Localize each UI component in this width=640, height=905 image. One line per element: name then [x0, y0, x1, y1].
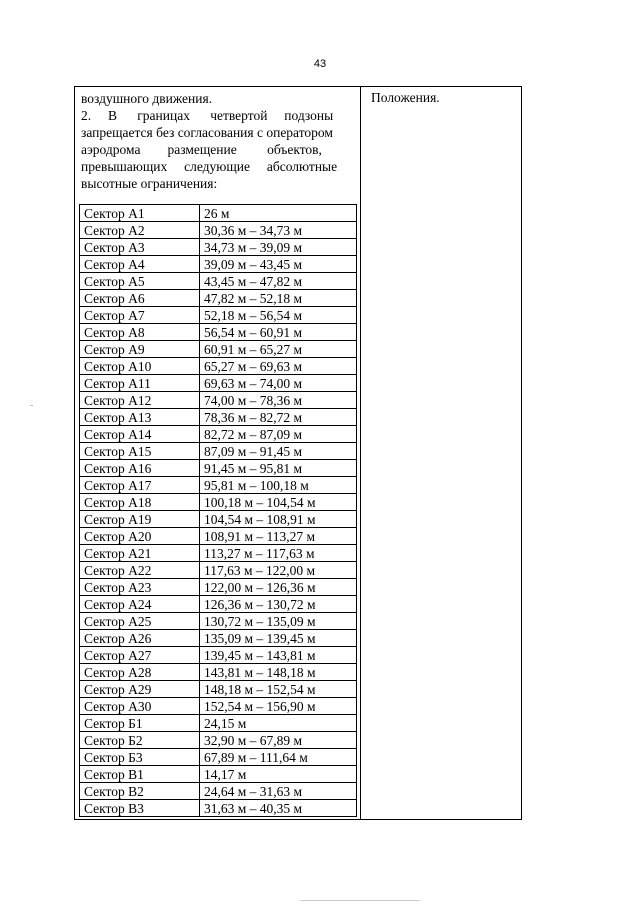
sector-name: Сектор А20: [80, 528, 200, 545]
sector-height: 130,72 м – 135,09 м: [200, 613, 357, 630]
sector-height: 143,81 м – 148,18 м: [200, 664, 357, 681]
sector-height: 24,15 м: [200, 715, 357, 732]
table-row: [80, 477, 357, 494]
sector-height: 31,63 м – 40,35 м: [200, 800, 357, 817]
sector-height: 60,91 м – 65,27 м: [200, 341, 357, 358]
scan-mark: [300, 900, 420, 901]
text-line: запрещается без согласования с оператором: [81, 125, 333, 140]
sector-name: Сектор А15: [80, 443, 200, 460]
sector-name: Сектор Б3: [80, 749, 200, 766]
sector-height: 152,54 м – 156,90 м: [200, 698, 357, 715]
sector-name: Сектор А4: [80, 256, 200, 273]
sector-name: Сектор Б2: [80, 732, 200, 749]
sector-name: Сектор А26: [80, 630, 200, 647]
table-row: [80, 324, 357, 341]
table-row: [80, 562, 357, 579]
sector-name: Сектор А16: [80, 460, 200, 477]
sector-name: Сектор А27: [80, 647, 200, 664]
sector-height: 82,72 м – 87,09 м: [200, 426, 357, 443]
sector-name: Сектор А21: [80, 545, 200, 562]
table-row: [80, 528, 357, 545]
sector-height: 67,89 м – 111,64 м: [200, 749, 357, 766]
table-row: [80, 613, 357, 630]
sector-name: Сектор В3: [80, 800, 200, 817]
sector-height: 69,63 м – 74,00 м: [200, 375, 357, 392]
table-row: [80, 681, 357, 698]
sector-name: Сектор А22: [80, 562, 200, 579]
sector-name: Сектор А2: [80, 222, 200, 239]
sector-height: 39,09 м – 43,45 м: [200, 256, 357, 273]
sector-height: 26 м: [200, 205, 357, 222]
sector-name: Сектор А7: [80, 307, 200, 324]
table-row: [80, 715, 357, 732]
right-column-text: Положения.: [371, 90, 440, 105]
sector-name: Сектор А28: [80, 664, 200, 681]
table-row: [80, 800, 357, 817]
table-row: [80, 494, 357, 511]
sector-name: Сектор А14: [80, 426, 200, 443]
table-row: [80, 783, 357, 800]
table-row: [80, 732, 357, 749]
sector-height: 30,36 м – 34,73 м: [200, 222, 357, 239]
sector-height: 113,27 м – 117,63 м: [200, 545, 357, 562]
sector-name: Сектор В2: [80, 783, 200, 800]
sector-height: 117,63 м – 122,00 м: [200, 562, 357, 579]
sector-name: Сектор А12: [80, 392, 200, 409]
table-row: [80, 222, 357, 239]
scan-mark: [30, 405, 33, 406]
sector-height: 95,81 м – 100,18 м: [200, 477, 357, 494]
table-row: [80, 664, 357, 681]
sector-height: 126,36 м – 130,72 м: [200, 596, 357, 613]
sector-name: Сектор В1: [80, 766, 200, 783]
table-row: [80, 392, 357, 409]
table-row: [80, 749, 357, 766]
text-line: превышающих следующие абсолютные: [81, 159, 338, 174]
sector-height: 24,64 м – 31,63 м: [200, 783, 357, 800]
sector-height: 148,18 м – 152,54 м: [200, 681, 357, 698]
sector-height: 32,90 м – 67,89 м: [200, 732, 357, 749]
text-line: воздушного движения.: [81, 91, 213, 106]
sector-name: Сектор А23: [80, 579, 200, 596]
regulation-text: [81, 90, 354, 192]
sector-name: Сектор А18: [80, 494, 200, 511]
sector-name: Сектор А24: [80, 596, 200, 613]
table-row: [80, 511, 357, 528]
sector-name: Сектор А3: [80, 239, 200, 256]
sector-height: 108,91 м – 113,27 м: [200, 528, 357, 545]
sector-height: 139,45 м – 143,81 м: [200, 647, 357, 664]
table-row: [80, 630, 357, 647]
sector-name: Сектор А1: [80, 205, 200, 222]
sector-name: Сектор А30: [80, 698, 200, 715]
table-row: [80, 409, 357, 426]
table-row: [80, 273, 357, 290]
table-row: [80, 647, 357, 664]
table-row: [80, 307, 357, 324]
sector-height: 34,73 м – 39,09 м: [200, 239, 357, 256]
document-table: [74, 86, 522, 820]
table-row: [80, 443, 357, 460]
sector-name: Сектор А19: [80, 511, 200, 528]
sector-name: Сектор А9: [80, 341, 200, 358]
sector-name: Сектор Б1: [80, 715, 200, 732]
table-row: [80, 205, 357, 222]
sector-height: 87,09 м – 91,45 м: [200, 443, 357, 460]
table-row: [80, 290, 357, 307]
sector-name: Сектор А5: [80, 273, 200, 290]
sector-name: Сектор А17: [80, 477, 200, 494]
sector-height: 122,00 м – 126,36 м: [200, 579, 357, 596]
text-line: аэродрома размещение объектов,: [81, 142, 322, 157]
table-row: [80, 460, 357, 477]
table-row: [80, 239, 357, 256]
sector-name: Сектор А13: [80, 409, 200, 426]
sector-height: 43,45 м – 47,82 м: [200, 273, 357, 290]
text-line: 2. В границах четвертой подзоны: [81, 108, 334, 123]
text-line: высотные ограничения:: [81, 176, 218, 191]
sector-height: 52,18 м – 56,54 м: [200, 307, 357, 324]
sector-name: Сектор А8: [80, 324, 200, 341]
sector-height: 65,27 м – 69,63 м: [200, 358, 357, 375]
table-row: [80, 375, 357, 392]
table-row: [80, 698, 357, 715]
sector-height: 74,00 м – 78,36 м: [200, 392, 357, 409]
sector-height: 91,45 м – 95,81 м: [200, 460, 357, 477]
sector-height: 14,17 м: [200, 766, 357, 783]
table-row: [80, 341, 357, 358]
page-number: 43: [313, 58, 327, 70]
sector-name: Сектор А29: [80, 681, 200, 698]
sector-height: 104,54 м – 108,91 м: [200, 511, 357, 528]
table-row: [80, 358, 357, 375]
sector-name: Сектор А10: [80, 358, 200, 375]
table-row: [80, 579, 357, 596]
table-row: [80, 766, 357, 783]
sector-name: Сектор А11: [80, 375, 200, 392]
sector-name: Сектор А6: [80, 290, 200, 307]
table-row: [80, 256, 357, 273]
sector-height: 100,18 м – 104,54 м: [200, 494, 357, 511]
table-row: [80, 545, 357, 562]
sector-height: 78,36 м – 82,72 м: [200, 409, 357, 426]
sector-height: 56,54 м – 60,91 м: [200, 324, 357, 341]
sector-height-table: [79, 204, 357, 817]
table-row: [80, 426, 357, 443]
table-row: [80, 596, 357, 613]
column-divider: [360, 87, 361, 819]
sector-height: 135,09 м – 139,45 м: [200, 630, 357, 647]
sector-name: Сектор А25: [80, 613, 200, 630]
sector-height: 47,82 м – 52,18 м: [200, 290, 357, 307]
